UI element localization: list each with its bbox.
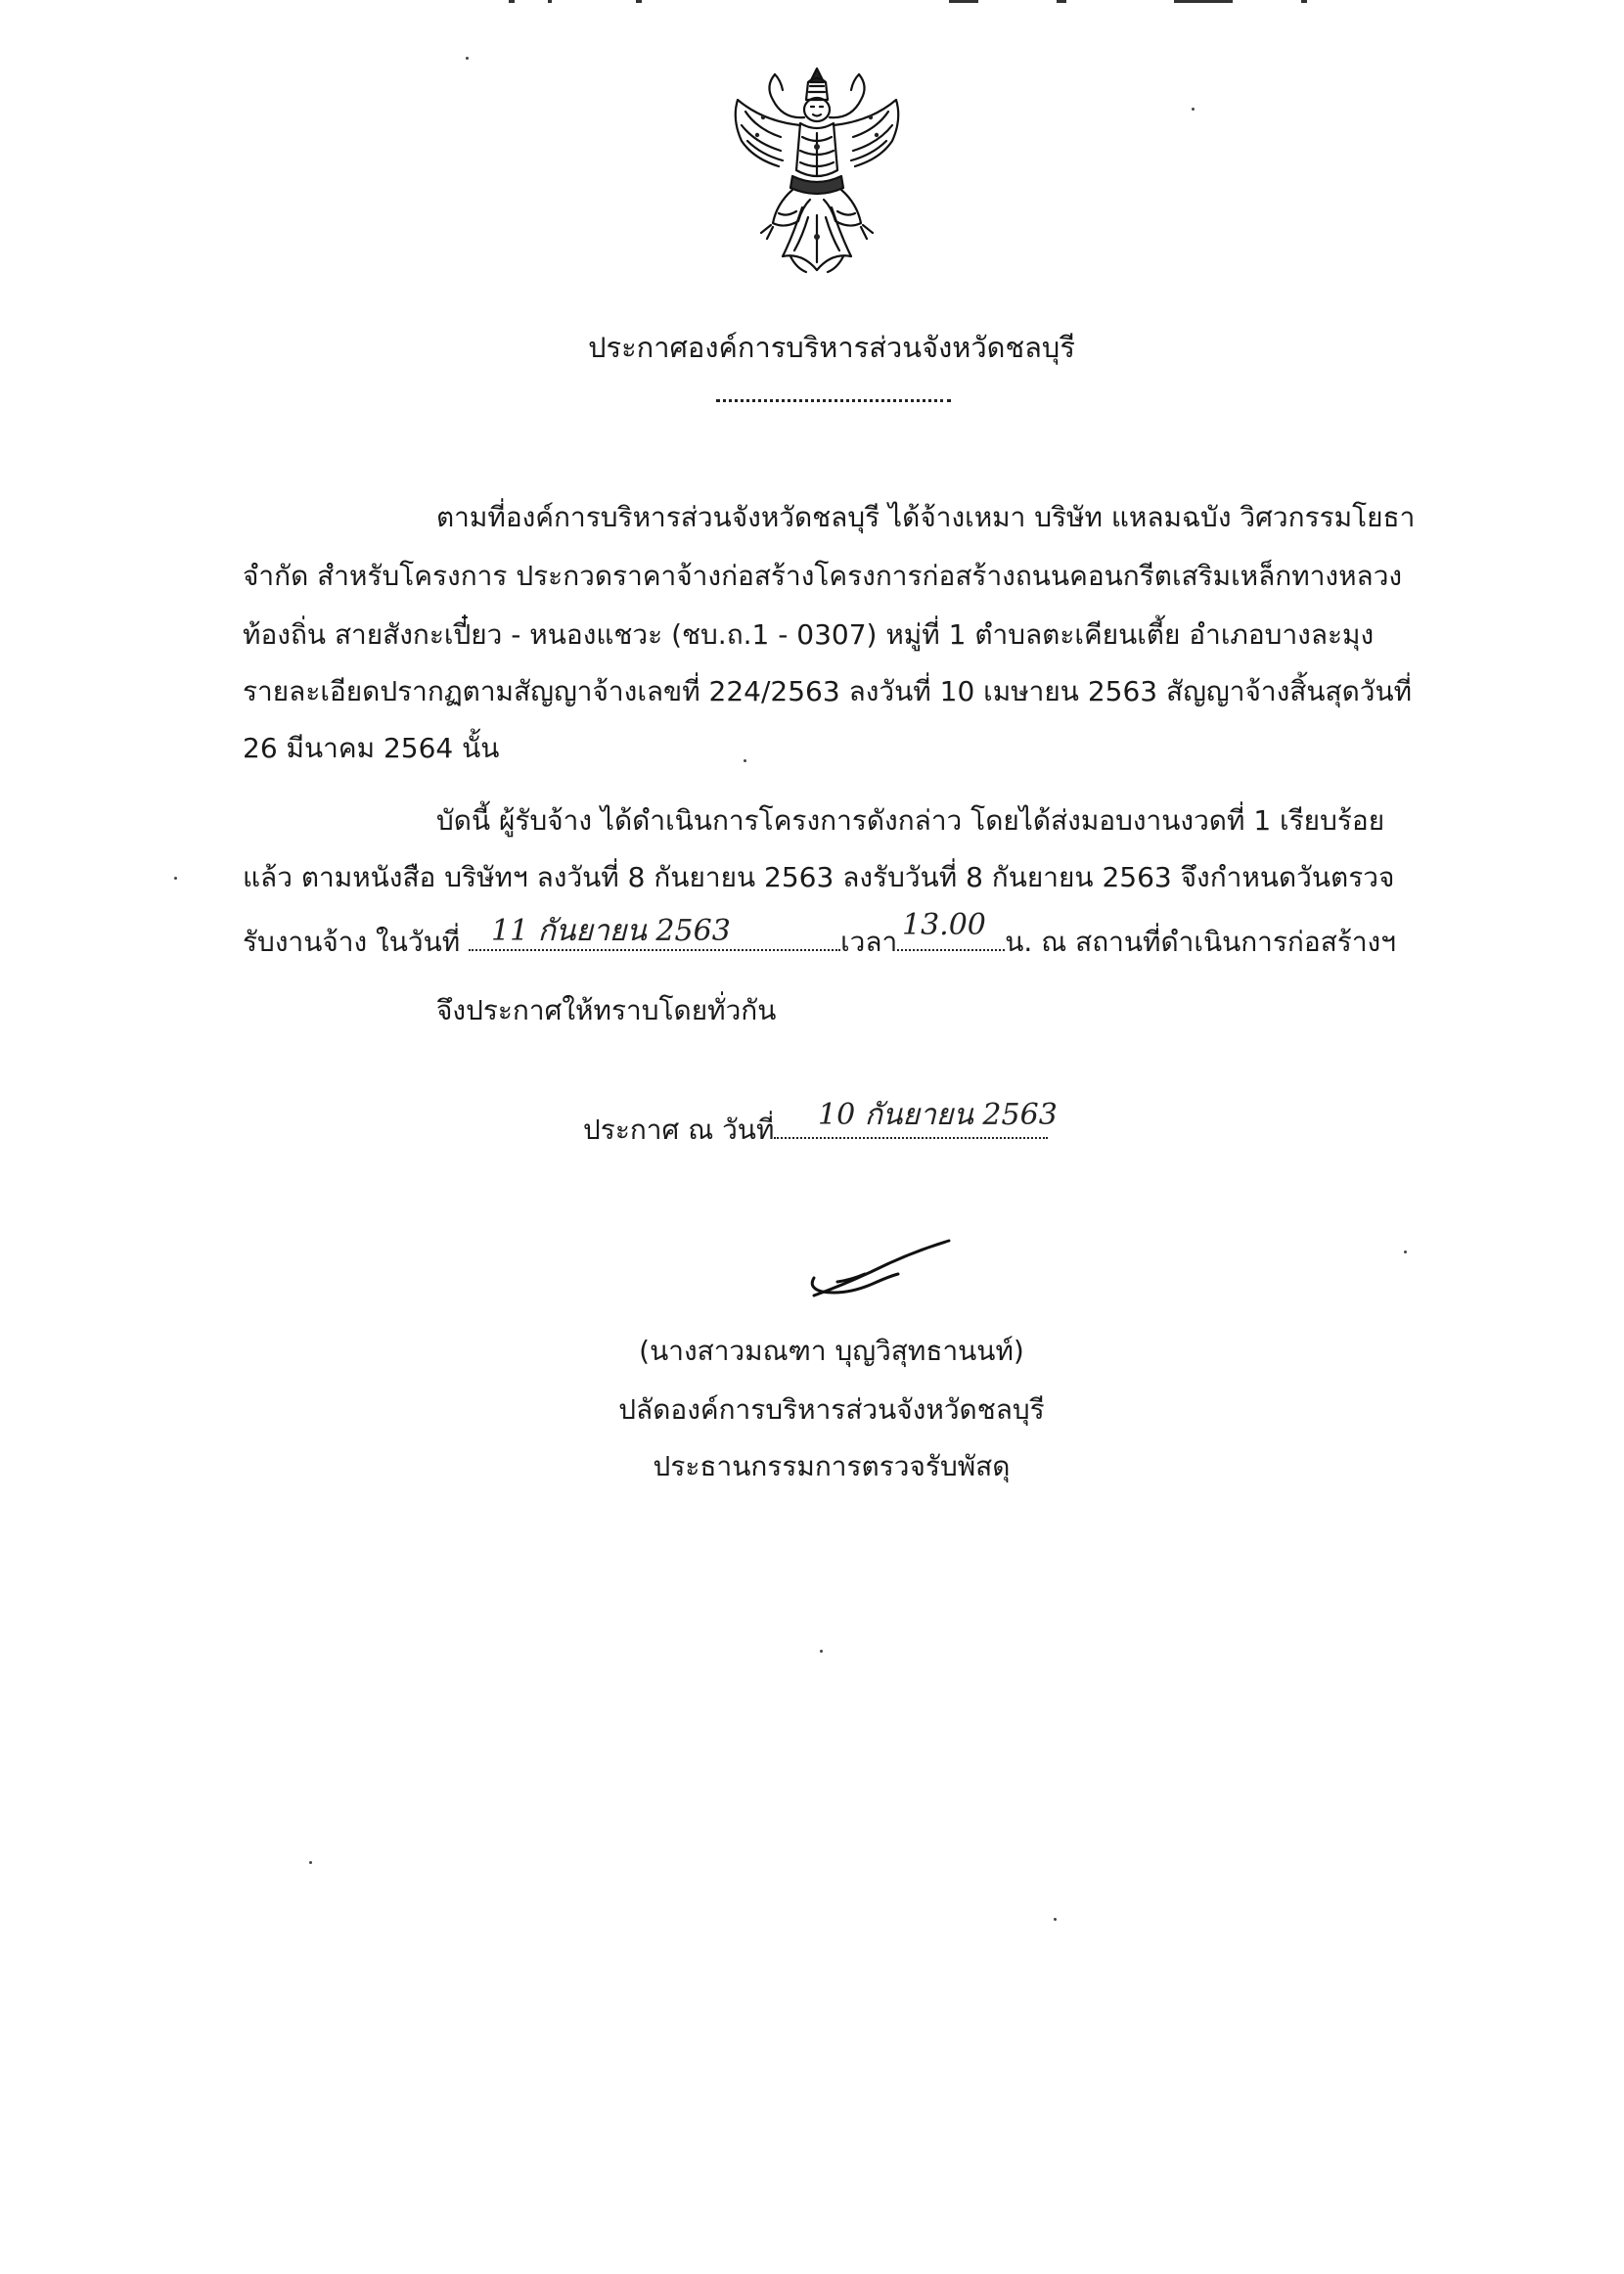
handwritten-inspection-time: 13.00 bbox=[902, 908, 986, 942]
scan-speck bbox=[1192, 108, 1195, 111]
paragraph1-line2: จำกัด สำหรับโครงการ ประกวดราคาจ้างก่อสร้างโครงการก่อสร้างถนนคอนกรีตเสริมเหล็กทางหลวง bbox=[243, 560, 1403, 592]
paragraph1-line4: รายละเอียดปรากฏตามสัญญาจ้างเลขที่ 224/2563 ลงวันที่ 10 เมษายน 2563 สัญญาจ้างสิ้นสุดวันที่ bbox=[243, 675, 1413, 707]
title-divider bbox=[716, 399, 951, 402]
announcement-date-label: ประกาศ ณ วันที่ bbox=[583, 1114, 775, 1146]
signatory-name: (นางสาวมณฑา บุญวิสุทธานนท์) bbox=[639, 1335, 1024, 1367]
paragraph1-line5: 26 มีนาคม 2564 นั้น bbox=[243, 732, 500, 764]
scan-edge-mark bbox=[1174, 0, 1233, 3]
scan-edge-mark bbox=[949, 0, 978, 3]
scan-speck bbox=[174, 877, 177, 880]
garuda-emblem-icon bbox=[724, 61, 910, 286]
scan-edge-mark bbox=[1301, 0, 1307, 3]
paragraph2-line1: บัดนี้ ผู้รับจ้าง ได้ดำเนินการโครงการดังกล่าว โดยได้ส่งมอบงานงวดที่ 1 เรียบร้อย bbox=[436, 804, 1385, 837]
paragraph1-line1: ตามที่องค์การบริหารส่วนจังหวัดชลบุรี ได้จ้างเหมา บริษัท แหลมฉบัง วิศวกรรมโยธา bbox=[436, 501, 1416, 533]
paragraph1-line3: ท้องถิ่น สายสังกะเปี๋ยว - หนองแชวะ (ชบ.ถ.1 - 0307) หมู่ที่ 1 ตำบลตะเคียนเตี้ย อำเภอบางละมุง bbox=[243, 618, 1375, 651]
signatory-role: ประธานกรรมการตรวจรับพัสดุ bbox=[653, 1450, 1011, 1482]
scan-speck bbox=[309, 1861, 312, 1864]
scan-speck bbox=[466, 57, 469, 60]
document-title: ประกาศองค์การบริหารส่วนจังหวัดชลบุรี bbox=[588, 331, 1075, 364]
signature-icon bbox=[802, 1235, 959, 1303]
scan-edge-mark bbox=[509, 0, 515, 3]
handwritten-inspection-date: 11 กันยายน 2563 bbox=[491, 914, 731, 948]
scan-speck bbox=[820, 1650, 823, 1653]
signatory-position: ปลัดองค์การบริหารส่วนจังหวัดชลบุรี bbox=[618, 1393, 1045, 1426]
handwritten-announcement-date: 10 กันยายน 2563 bbox=[818, 1098, 1058, 1132]
scan-speck bbox=[744, 759, 746, 762]
inspection-time-label: เวลา bbox=[840, 926, 898, 958]
scan-speck bbox=[1404, 1251, 1407, 1253]
closing-statement: จึงประกาศให้ทราบโดยทั่วกัน bbox=[436, 994, 777, 1026]
scan-edge-mark bbox=[636, 0, 642, 3]
scan-edge-mark bbox=[1057, 0, 1066, 3]
inspection-location-text: น. ณ สถานที่ดำเนินการก่อสร้างฯ bbox=[1005, 926, 1396, 958]
scan-speck bbox=[1054, 1918, 1057, 1921]
paragraph2-line2: แล้ว ตามหนังสือ บริษัทฯ ลงวันที่ 8 กันยายน 2563 ลงรับวันที่ 8 กันยายน 2563 จึงกำหนดวันตรวจ bbox=[243, 861, 1395, 893]
inspection-date-label: รับงานจ้าง ในวันที่ bbox=[243, 926, 461, 958]
inspection-line bbox=[243, 920, 1396, 959]
scan-edge-mark bbox=[548, 0, 552, 3]
